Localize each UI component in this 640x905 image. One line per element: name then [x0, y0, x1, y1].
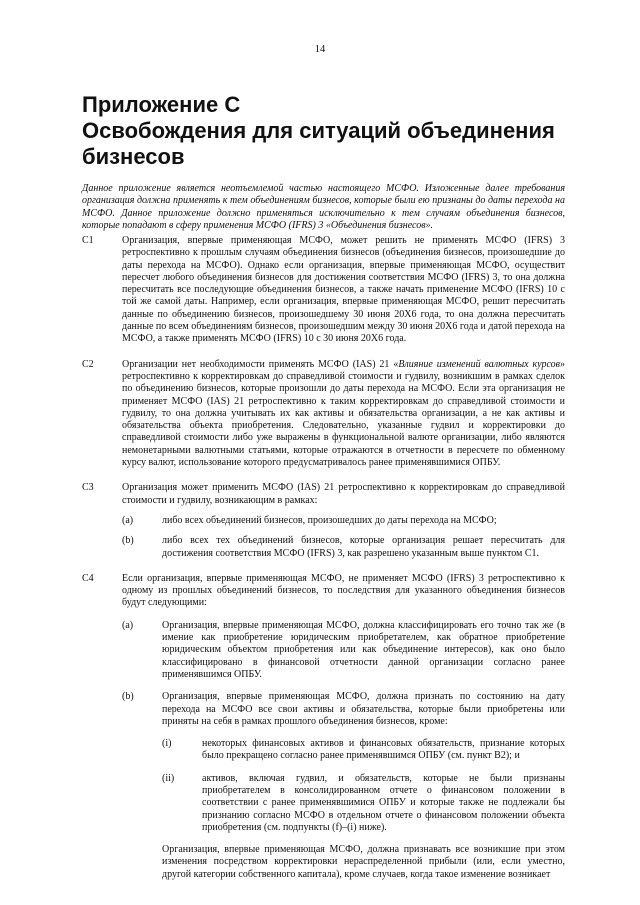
- list-item-text: Организация, впервые применяющая МСФО, должна признать по состоянию на дату перехода на МСФО все свои активы и обязательства, которые были приобретены или приняты на себя в рамках прошлого объединения бизнесов, кроме:: [162, 691, 565, 727]
- list-item-text: либо всех тех объединений бизнесов, которые организация решает пересчитать для достижения соответствия МСФО (IFRS) 3, как разрешено указанным выше пунктом C1.: [162, 535, 565, 559]
- list-item-label: (a): [122, 514, 134, 526]
- paragraph-text-part: » ретроспективно к корректировкам до справедливой стоимости и гудвилу, возникшим в рамках сделок по объединению бизнесов, которые произошли до даты перехода на МСФО. Если эта организация не применяет МСФО (IAS) 21 ретроспективно к таким корректировкам до справедливой стоимости и гудвилу, то она должна учитывать их как активы и обязательства организации, а не как активы и обязательства объекта приобретения. Следовательно, указанные гудвил и корректировки до справедливой стоимости либо уже выражены в функциональной валюте организации, либо являются немонетарными валютными статьями, которые отражаются в отчетности в пересчете по обменному курсу валют, использование которого предусматривалось ранее применявшимися ОПБУ.: [122, 358, 565, 469]
- list-subitem-c4-b-i: [162, 738, 565, 763]
- list-item-c3-b: [122, 535, 565, 560]
- title-line-2: Освобождения для ситуаций объединения: [82, 118, 555, 143]
- list-subitem-text: некоторых финансовых активов и финансовых обязательств, признание которых было прекращено согласно ранее применявшимся ОПБУ (см. пункт B2); и: [202, 738, 565, 762]
- paragraph-text: [122, 359, 565, 470]
- list-item-text: Организация, впервые применяющая МСФО, должна классифицировать его точно так же (в имение как приобретение юридическим приобретателем, как обратное приобретение юридическим объектом приобретения или как объединение интересов), как оно было классифицировано в финансовой отчетности данной организации согласно ранее применявшимся ОПБУ.: [162, 619, 565, 680]
- paragraph-label: C1: [82, 235, 94, 246]
- title-line-3: бизнесов: [82, 144, 185, 169]
- continuation-paragraph: [122, 844, 565, 881]
- paragraph-c3: [82, 482, 565, 507]
- list-subitem-c4-b-ii: [162, 773, 565, 834]
- title-line-1: Приложение С: [82, 92, 241, 117]
- continuation-text: Организация, впервые применяющая МСФО, должна признавать все возникшие при этом изменения посредством корректировки нераспределенной прибыли (или, если уместно, другой категории собственного капитала), кроме случаев, когда такое изменение возникает: [162, 844, 565, 880]
- list-subitem-label: (ii): [162, 772, 175, 784]
- list-item-c4-b: [122, 691, 565, 728]
- document-body: [82, 235, 565, 881]
- paragraph-c2: [82, 359, 565, 470]
- paragraph-text: Организация может применить МСФО (IAS) 21 ретроспективно к корректировкам до справедливой стоимости и гудвилу, возникающим в рамках:: [122, 482, 565, 506]
- list-item-c4-a: [122, 620, 565, 681]
- paragraph-text: Если организация, впервые применяющая МСФО, не применяет МСФО (IFRS) 3 ретроспективно к одному из прошлых объединений бизнесов, то последствия для указанного объединения бизнесов будут следующими:: [122, 572, 565, 609]
- page-title: [82, 92, 562, 170]
- list-item-text: либо всех объединений бизнесов, произошедших до даты перехода на МСФО;: [162, 514, 497, 526]
- list-subitem-label: (i): [162, 738, 172, 750]
- paragraph-c1: [82, 235, 565, 346]
- paragraph-label: C3: [82, 482, 94, 494]
- list-item-c3-a: [122, 515, 565, 527]
- list-item-label: (b): [122, 691, 134, 703]
- standard-title-italic: Влияние изменений валютных курсов: [398, 358, 560, 370]
- page-number: 14: [314, 44, 326, 55]
- paragraph-text: Организация, впервые применяющая МСФО, может решить не применять МСФО (IFRS) 3 ретроспективно к прошлым случаям объединения бизнесов (объединения бизнесов, произошедшие до даты перехода на МСФО). Однако если организация, впервые применяющая МСФО, осуществит пересчет любого объединения бизнесов для достижения соответствия МСФО (IFRS) 3, то она должна пересчитать все последующие объединения бизнесов, а также начать применение МСФО (IFRS) 10 с той же самой даты. Например, если организация, впервые применяющая МСФО, решит пересчитать данные по объединению бизнесов, произошедшему 30 июня 20X6 года, то она должна пересчитать данные по всем объединениям бизнесов, произошедшим между 30 июня 20X6 года и датой перехода на МСФО, а также применять МСФО (IFRS) 10 с 30 июня 20X6 года.: [122, 235, 565, 345]
- paragraph-text-part: Организации нет необходимости применять МСФО (IAS) 21 «: [122, 358, 399, 370]
- paragraph-c4: [82, 573, 565, 610]
- list-subitem-text: активов, включая гудвил, и обязательств, которые не были признаны приобретателем в консолидированном отчете о финансовом положении в соответствии с ранее применявшимися ОПБУ и которые также не подлежали бы признанию согласно МСФО в отдельном отчете о финансовом положении объекта приобретения (см. подпункты (f)–(i) ниже).: [202, 772, 565, 833]
- paragraph-label: C2: [82, 358, 94, 370]
- list-item-label: (a): [122, 619, 134, 631]
- intro-paragraph: Данное приложение является неотъемлемой частью настоящего МСФО. Изложенные далее требования организация должна применять к тем объединениям бизнесов, которые были ею признаны до даты перехода на МСФО. Данное приложение должно применяться исключительно к тем случаям объединения бизнесов, которые попадают в сферу применения МСФО (IFRS) 3 «Объединения бизнесов».: [82, 183, 565, 232]
- paragraph-label: C4: [82, 572, 94, 584]
- list-item-label: (b): [122, 535, 134, 547]
